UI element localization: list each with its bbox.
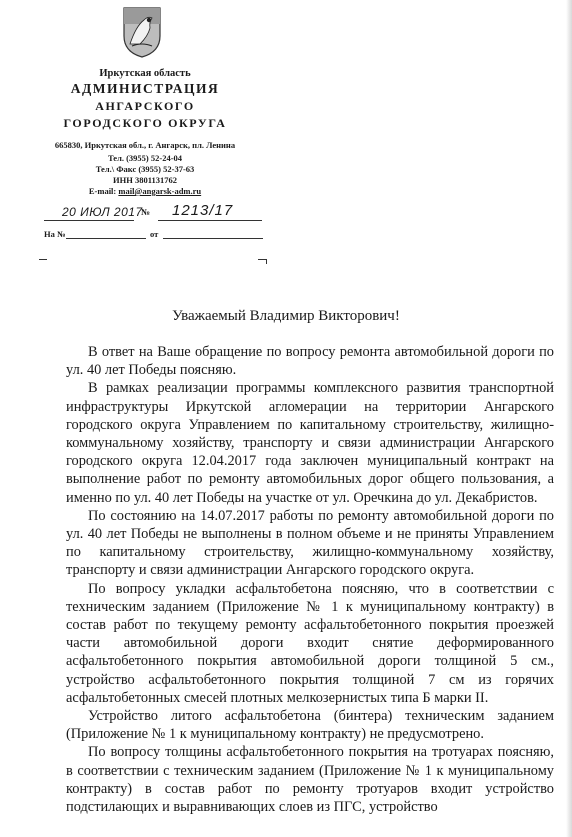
letterhead-address: 665830, Иркутская обл., г. Ангарск, пл. Ленина <box>54 140 236 150</box>
date-stamp: 20 ИЮЛ 2017 <box>62 205 143 219</box>
paragraph: По состоянию на 14.07.2017 работы по ремонту автомобильной дороги по ул. 40 лет Победы не выполнены в полном объеме и не приняты Управлением по капитальному строительству, жилищно-коммунальному хозяйству, транспорту и связи администрации Ангарского городского округа. <box>66 507 554 579</box>
coat-of-arms-icon <box>122 6 162 58</box>
addressee-corner-left <box>39 259 47 260</box>
incoming-date-line <box>163 228 263 239</box>
salutation: Уважаемый Владимир Викторович! <box>172 308 400 324</box>
letterhead-phone: Тел. (3955) 52-24-04 <box>107 153 183 163</box>
letter-body <box>66 343 554 816</box>
letterhead-fax: Тел.\ Факс (3955) 52-37-63 <box>95 164 195 174</box>
letterhead-city: ГОРОДСКОГО ОКРУГА <box>63 116 227 130</box>
incoming-number-line <box>66 228 146 239</box>
letterhead-district: АНГАРСКОГО <box>95 99 195 113</box>
letterhead-inn: ИНН 3801131762 <box>113 175 177 185</box>
outgoing-number: 1213/17 <box>172 202 234 219</box>
paragraph: По вопросу укладки асфальтобетона поясняю, что в соответствии с техническим заданием (Приложение № 1 к муниципальному контракту) в состав работ по текущему ремонту асфальтобетонного покрытия проезжей части автомобильной дороги входит снятие деформированного асфальтобетонного покрытия автомобильной дороги толщиной 5 см., устройство асфальтобетонного покрытия толщиной 7 см из горячих асфальтобетонных смесей плотных мелкозернистых типа Б марки II. <box>66 580 554 706</box>
email-label: E-mail: <box>88 186 117 196</box>
scan-edge <box>566 0 572 837</box>
addressee-corner-right <box>258 259 266 260</box>
paragraph: В рамках реализации программы комплексного развития транспортной инфраструктуры Иркутской агломерации на территории Ангарского городского округа Управлением по капитальному строительству, жилищно-коммунальному хозяйству, транспорту и связи администрации Ангарского городского округа 12.04.2017 года заключен муниципальный контракт на выполнение работ по ремонту автомобильных дорог общего пользования, а именно по ул. 40 лет Победы на участке от ул. Оречкина до ул. Декабристов. <box>66 380 554 506</box>
number-sign: № <box>141 207 151 217</box>
email-link[interactable]: mail@angarsk-adm.ru <box>118 186 202 196</box>
paragraph: Устройство литого асфальтобетона (бинтера) техническим заданием (Приложение № 1 к муниципальному контракту) не предусмотрено. <box>66 708 554 743</box>
letterhead-admin: АДМИНИСТРАЦИЯ <box>70 81 220 96</box>
letterhead-email-row <box>40 186 250 196</box>
letterhead-region: Иркутская область <box>99 68 191 79</box>
incoming-date-label: от <box>150 229 159 239</box>
incoming-number-label: На № <box>44 229 66 239</box>
paragraph: По вопросу толщины асфальтобетонного покрытия на тротуарах поясняю, в соответствии с техническим заданием (Приложение № 1 к муниципальному контракту) в состав работ по ремонту тротуаров входит устройство подстилающих и выравнивающих слоев из ПГС, устройство <box>66 744 554 816</box>
paragraph: В ответ на Ваше обращение по вопросу ремонта автомобильной дороги по ул. 40 лет Победы поясняю. <box>66 344 554 379</box>
